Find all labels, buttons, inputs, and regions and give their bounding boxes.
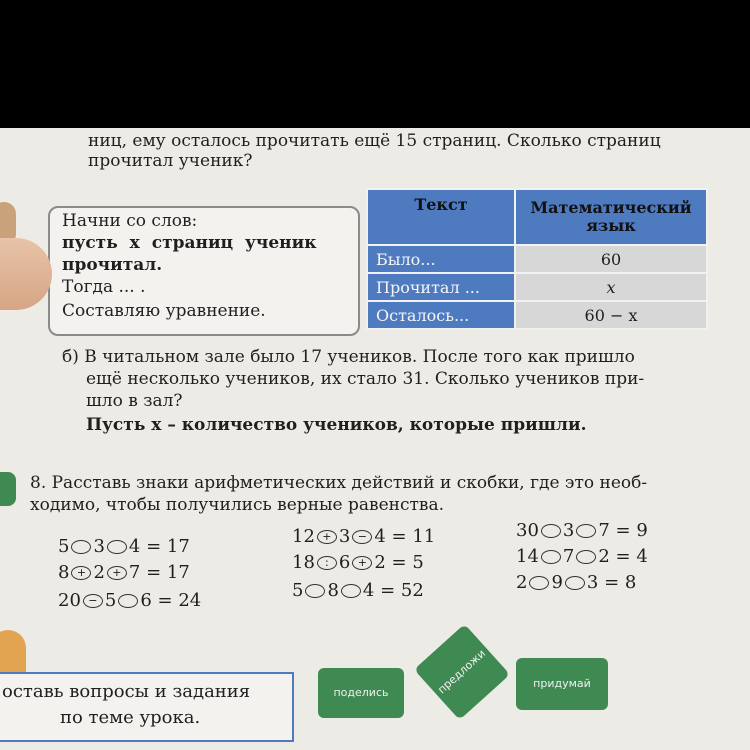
operand: 7 = 17 [128,562,190,583]
operand: 5 [104,590,117,611]
equation [516,572,636,594]
operand: 2 [93,562,105,583]
table-row-value: 60 [515,245,707,273]
operand: 6 = 24 [140,590,202,611]
blank-circle[interactable] [107,540,127,554]
hint-box [48,206,360,336]
blank-circle[interactable] [71,540,91,554]
operand: 9 [551,572,563,593]
blank-circle[interactable]: + [107,566,127,580]
operand: 3 [562,520,575,541]
blank-circle[interactable]: + [71,566,91,580]
blank-circle[interactable] [341,584,361,598]
operand: 2 [516,572,528,593]
blank-circle[interactable] [565,576,585,590]
lesson-tasks-line-1: оставь вопросы и задания [2,681,251,702]
operand: 5 [292,580,304,601]
equation [516,520,648,542]
blank-circle[interactable]: + [317,530,337,544]
operand: 18 [292,552,315,573]
translation-table [366,188,708,330]
textbook-page [0,128,750,750]
equation [58,562,190,584]
hint-line-3: прочитал. [62,255,163,275]
hint-line-2: пусть х страниц ученик [62,233,317,253]
table-row-value: x [515,273,707,301]
operand: 30 [516,520,539,541]
table-row-value: 60 − x [515,301,707,329]
lesson-tasks-line-2: по теме урока. [60,707,201,728]
table-header-math [515,189,707,245]
operand: 4 = 52 [362,580,424,601]
part-b-line-2: ещё несколько учеников, их стало 31. Сколько учеников при- [86,369,645,389]
table-row-label: Прочитал ... [367,273,515,301]
operand: 6 [338,552,351,573]
operand: 3 = 8 [586,572,637,593]
operand: 4 = 17 [128,536,190,557]
puzzle-invent: придумай [516,658,608,710]
blank-circle[interactable] [529,576,549,590]
operand: 7 = 9 [598,520,648,541]
puzzle-share: поделись [318,668,404,718]
blank-circle[interactable]: : [317,556,337,570]
equation [292,552,424,574]
puzzle-suggest: предложи [414,624,510,720]
blank-circle[interactable]: − [83,594,103,608]
blank-circle[interactable] [305,584,325,598]
operand: 7 [562,546,575,567]
hint-line-1: Начни со слов: [62,211,198,231]
operand: 2 = 4 [598,546,648,567]
equation [58,590,201,612]
table-header-text: Текст [367,189,515,245]
problem-text-line-1: ниц, ему осталось прочитать ещё 15 страниц. Сколько страниц [88,131,661,151]
table-row-label: Осталось... [367,301,515,329]
operand: 8 [327,580,339,601]
equation [58,536,190,558]
equation [292,526,435,548]
blank-circle[interactable] [541,550,561,564]
operand: 12 [292,526,315,547]
table-header-math-line2: язык [586,216,636,235]
problem-text-line-2: прочитал ученик? [88,151,253,171]
task-8-line-1: 8. Расставь знаки арифметических действий и скобки, где это необ- [30,473,648,493]
blank-circle[interactable]: − [352,530,372,544]
blank-circle[interactable] [576,550,596,564]
operand: 8 [58,562,70,583]
operand: 4 = 11 [374,526,436,547]
blank-circle[interactable] [541,524,561,538]
hint-line-5: Составляю уравнение. [62,301,266,321]
blank-circle[interactable] [118,594,138,608]
part-b-line-3: шло в зал? [86,391,183,411]
lesson-tasks-box [0,672,294,742]
finger-photo [0,238,52,310]
operand: 3 [338,526,351,547]
operand: 3 [93,536,105,557]
section-marker [0,472,16,506]
table-row-label: Было... [367,245,515,273]
operand: 2 = 5 [374,552,424,573]
blank-circle[interactable] [576,524,596,538]
task-8-line-2: ходимо, чтобы получились верные равенства. [30,495,445,515]
table-header-math-line1: Математический [530,198,692,217]
operand: 20 [58,590,81,611]
operand: 14 [516,546,539,567]
part-b-line-4: Пусть х – количество учеников, которые пришли. [86,415,587,435]
operand: 5 [58,536,70,557]
equation [516,546,648,568]
hint-line-4: Тогда ... . [62,277,146,297]
part-b-line-1: б) В читальном зале было 17 учеников. После того как пришло [62,347,635,367]
blank-circle[interactable]: + [352,556,372,570]
equation [292,580,424,602]
